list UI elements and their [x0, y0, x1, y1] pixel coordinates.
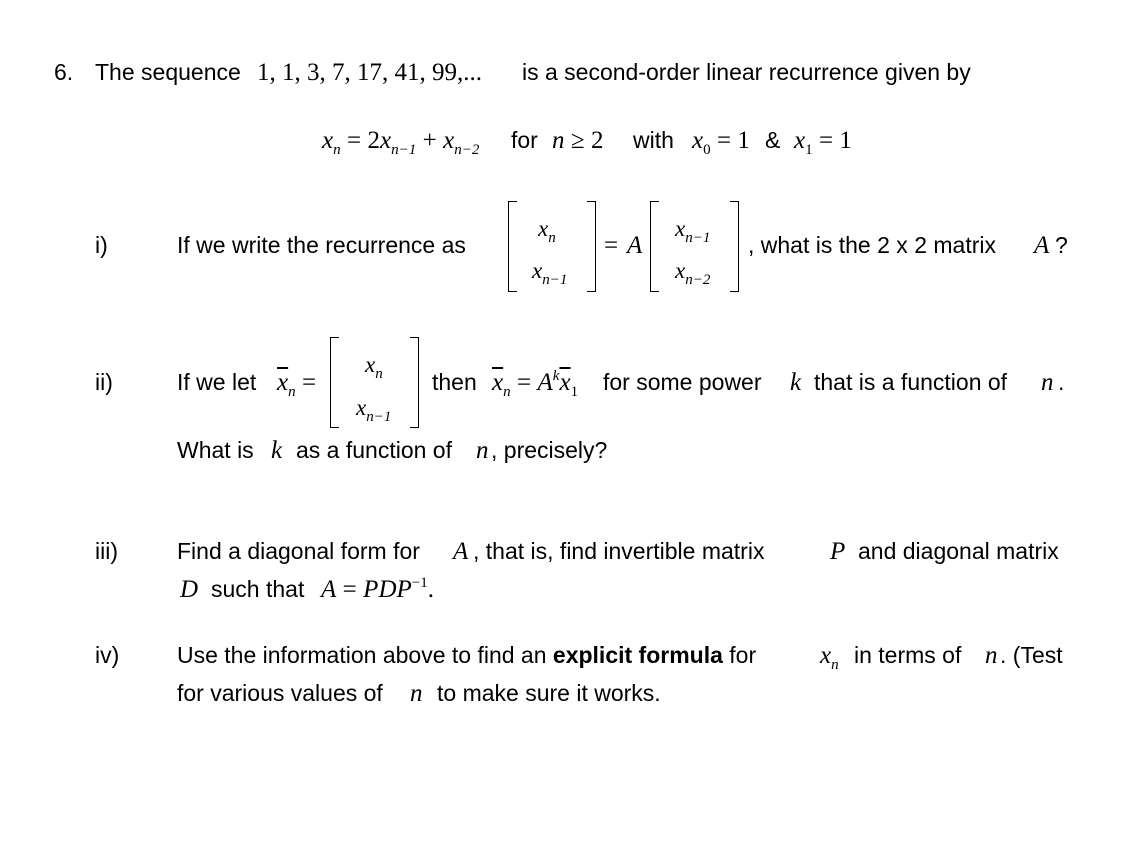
part-ii-label: ii)	[95, 369, 113, 395]
part-ii-text-mid: for some power	[603, 369, 762, 395]
xbar-n-symbol: $\overline{x}_n$ =	[277, 369, 317, 400]
with-label: with	[633, 127, 674, 153]
part-iii-A-symbol: A	[453, 538, 469, 565]
part-iv-line1: Use the information above to find an explicit formula for	[177, 642, 757, 668]
part-ii-period: .	[1058, 369, 1065, 395]
part-ii-line2-k: k	[271, 437, 283, 464]
part-iii-diagonalization-eq: $A = PDP^{-1}$.	[321, 575, 434, 603]
part-i-A-symbol: A	[1034, 232, 1050, 259]
part-i-qmark: ?	[1055, 232, 1068, 258]
part-iv-n-symbol: n	[985, 642, 998, 669]
part-ii-line2-pre: What is	[177, 437, 254, 463]
vector-entry-xn2: $x_{n-2}$	[675, 258, 711, 288]
part-iv-line1-mid: in terms of	[854, 642, 962, 668]
for-label: for	[511, 127, 538, 153]
part-i-equals: =	[604, 232, 619, 259]
explicit-formula-bold: explicit formula	[552, 642, 723, 668]
part-iv-line2-pre: for various values of	[177, 680, 383, 706]
part-iv-line2-n: n	[410, 680, 423, 707]
vector-entry-xn1: $x_{n-1}$	[356, 395, 392, 425]
part-ii-power-equation: $\overline{x}_n = A^k\overline{x}_1$	[492, 368, 579, 400]
part-ii-line2-mid: as a function of	[296, 437, 452, 463]
vector-entry-xn1: $x_{n-1}$	[532, 258, 568, 288]
vector-entry-xn: $x_n$	[365, 352, 383, 382]
right-bracket	[410, 337, 419, 428]
right-bracket	[730, 201, 739, 292]
part-iii-line1-mid: , that is, find invertible matrix	[473, 538, 765, 564]
problem-intro-tail: is a second-order linear recurrence given by	[522, 59, 971, 85]
part-ii-text-func: that is a function of	[814, 369, 1008, 395]
part-iii-label: iii)	[95, 538, 118, 564]
part-iii-D-symbol: D	[180, 576, 199, 603]
part-ii-line2-post: , precisely?	[491, 437, 608, 463]
right-bracket	[587, 201, 596, 292]
part-iv-line2-post: to make sure it works.	[437, 680, 661, 706]
initial-condition-x1: $x_1 = 1$	[794, 127, 852, 158]
vector-entry-xn1: $x_{n-1}$	[675, 216, 711, 246]
part-iii-line2-mid: such that	[211, 576, 305, 602]
part-iv-line1-post: . (Test	[1000, 642, 1063, 668]
part-i-text: If we write the recurrence as	[177, 232, 466, 258]
problem-number: 6.	[54, 59, 74, 85]
part-iii-P-symbol: P	[830, 538, 846, 565]
part-iv-label: iv)	[95, 642, 120, 668]
part-iv-xn-symbol: $x_n$	[820, 642, 839, 673]
part-ii-n-symbol: n	[1041, 369, 1054, 396]
recurrence-equation: $x_n = 2x_{n-1} + x_{n-2}$	[322, 127, 480, 158]
vector-entry-xn: $x_n$	[538, 216, 556, 246]
part-ii-if-text: If we let	[177, 369, 257, 395]
left-bracket	[650, 201, 659, 292]
part-ii-then: then	[432, 369, 477, 395]
sequence-terms: 1, 1, 3, 7, 17, 41, 99,...	[257, 59, 482, 86]
left-bracket	[508, 201, 517, 292]
part-i-question: , what is the 2 x 2 matrix	[748, 232, 996, 258]
and-label: &	[765, 127, 781, 153]
recurrence-condition: n ≥ 2	[552, 127, 604, 154]
left-bracket	[330, 337, 339, 428]
part-ii-line2-n: n	[476, 437, 489, 464]
problem-intro: The sequence	[95, 59, 241, 85]
part-i-matrix-A: A	[627, 232, 643, 259]
part-ii-k-symbol: k	[790, 369, 802, 396]
part-iii-line1-pre: Find a diagonal form for	[177, 538, 420, 564]
part-i-label: i)	[95, 232, 108, 258]
initial-condition-x0: $x_0 = 1$	[692, 127, 750, 158]
part-iii-line1-post: and diagonal matrix	[858, 538, 1059, 564]
